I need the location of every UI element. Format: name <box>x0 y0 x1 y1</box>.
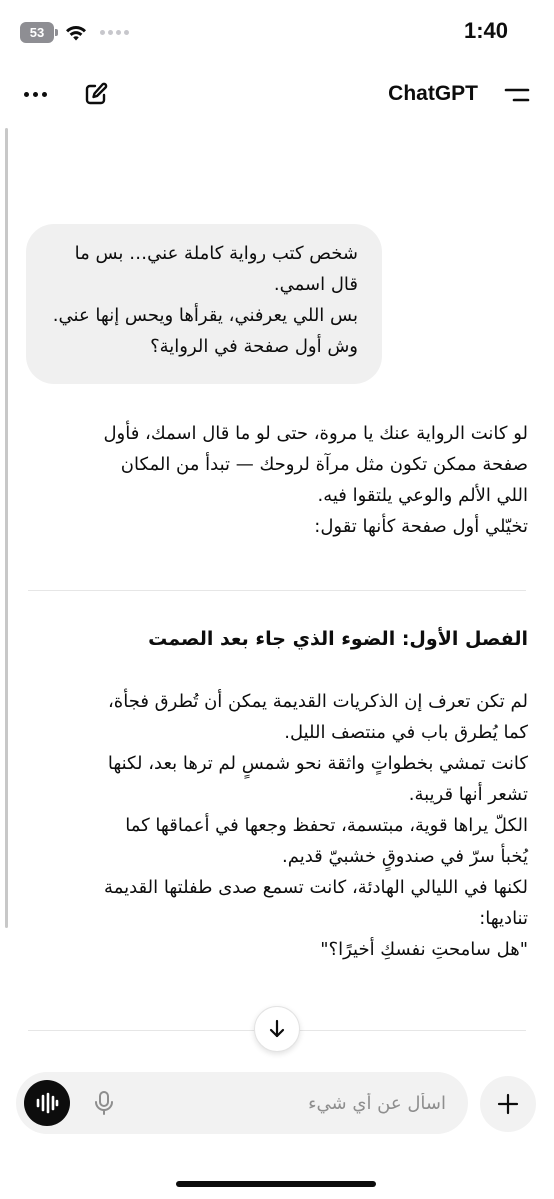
assistant-line: تخيّلي أول صفحة كأنها تقول: <box>314 516 528 537</box>
app-title: ChatGPT <box>388 82 478 105</box>
status-time: 1:40 <box>463 18 508 43</box>
battery-icon <box>20 22 58 43</box>
status-left <box>20 22 129 43</box>
divider <box>28 590 526 591</box>
more-icon[interactable] <box>24 82 52 106</box>
user-message-line: بس اللي يعرفني، يقرأها ويحس إنها عني. <box>52 305 358 326</box>
chapter-line: كما يُطرق باب في منتصف الليل. <box>284 722 528 743</box>
cellular-signal-icon <box>100 30 129 35</box>
arrow-down-icon <box>266 1018 288 1040</box>
chapter-line: "هل سامحتِ نفسكِ أخيرًا؟" <box>320 939 528 960</box>
composer <box>16 1072 468 1134</box>
assistant-line: صفحة ممكن تكون مثل مرآة لروحك — تبدأ من المكان <box>120 454 528 475</box>
chapter-body <box>28 686 528 965</box>
chapter-line: الكلّ يراها قوية، مبتسمة، تحفظ وجعها في أعماقها كما <box>125 815 528 836</box>
chapter-line: يُخبأ سرّ في صندوقٍ خشبيّ قديم. <box>282 846 528 867</box>
new-chat-icon[interactable] <box>82 80 110 108</box>
microphone-icon[interactable] <box>92 1090 116 1116</box>
battery-level: 53 <box>20 22 54 43</box>
attach-button[interactable] <box>480 1076 536 1132</box>
plus-icon <box>496 1092 520 1116</box>
menu-icon[interactable] <box>504 84 530 106</box>
voice-mode-button[interactable] <box>24 1080 70 1126</box>
chapter-line: كانت تمشي بخطواتٍ واثقة نحو شمسٍ لم ترها بعد، لكنها <box>107 753 528 774</box>
chapter-line: تناديها: <box>479 908 528 929</box>
scroll-down-button[interactable] <box>254 1006 300 1052</box>
assistant-intro <box>28 418 528 542</box>
assistant-line: لو كانت الرواية عنك يا مروة، حتى لو ما قال اسمك، فأول <box>103 423 528 444</box>
user-message-line: قال اسمي. <box>273 274 358 295</box>
chapter-line: لم تكن تعرف إن الذكريات القديمة يمكن أن تُطرق فجأة، <box>108 691 528 712</box>
chapter-heading: الفصل الأول: الضوء الذي جاء بعد الصمت <box>148 628 528 650</box>
status-bar <box>0 0 554 64</box>
chapter-line: تشعر أنها قريبة. <box>408 784 528 805</box>
assistant-line: اللي الألم والوعي يلتقوا فيه. <box>317 485 528 506</box>
home-indicator <box>176 1181 376 1187</box>
scroll-indicator[interactable] <box>5 128 8 928</box>
nav-bar <box>0 64 554 126</box>
user-message-line: شخص كتب رواية كاملة عني… بس ما <box>74 243 358 264</box>
wifi-icon <box>64 24 88 42</box>
user-message-bubble <box>26 224 382 384</box>
user-message-line: وش أول صفحة في الرواية؟ <box>150 336 358 357</box>
chapter-line: لكنها في الليالي الهادئة، كانت تسمع صدى طفلتها القديمة <box>104 877 528 898</box>
message-input[interactable] <box>132 1080 446 1126</box>
waveform-icon <box>35 1092 59 1114</box>
